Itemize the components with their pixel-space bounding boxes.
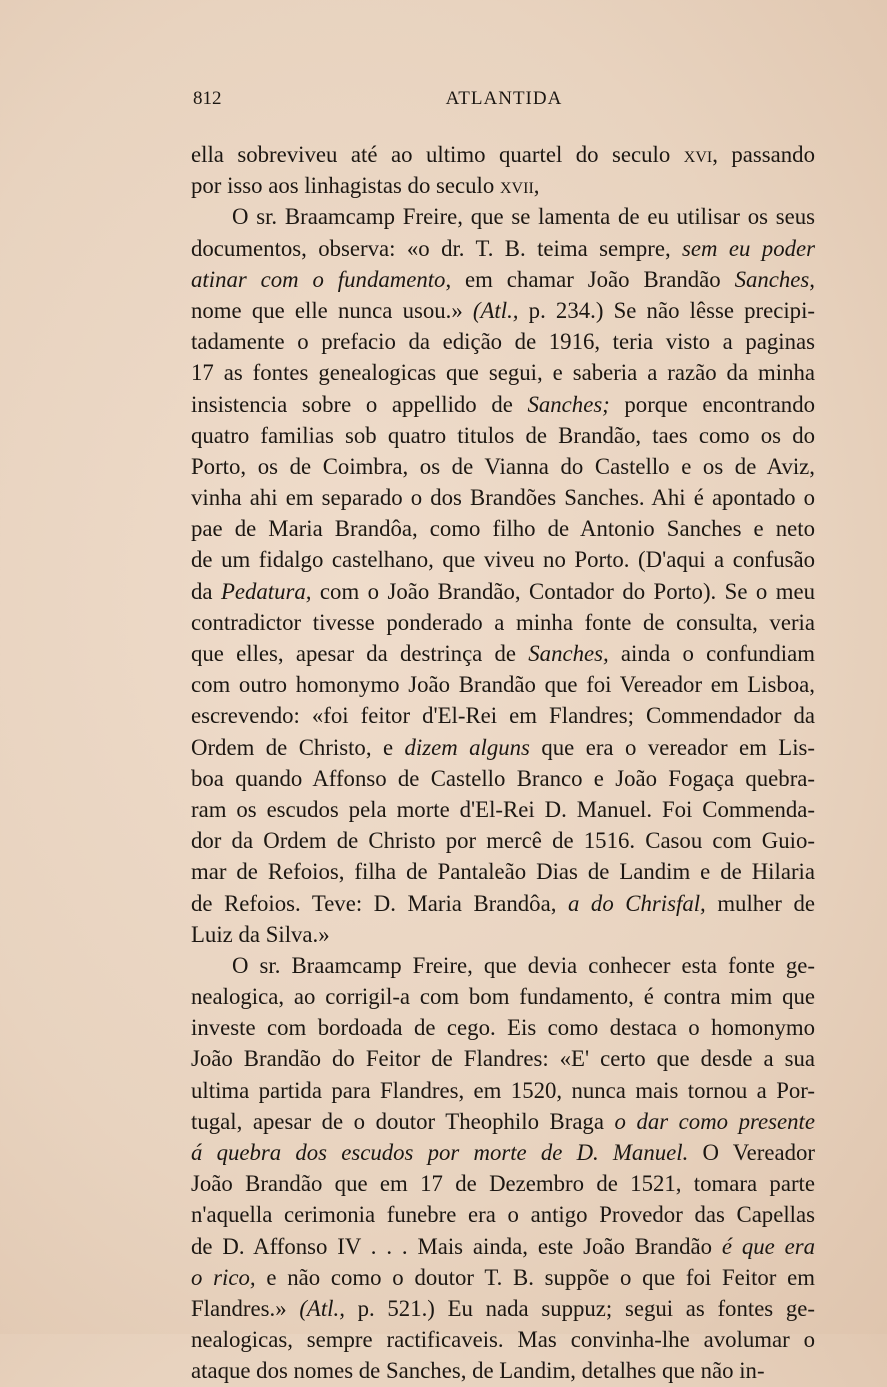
text-line xyxy=(191,669,815,700)
text-segment: e não como o doutor T. B. suppõe o que foi Feitor em xyxy=(255,1264,816,1290)
text-line xyxy=(191,201,815,232)
text-line xyxy=(191,1043,815,1074)
text-line xyxy=(191,981,815,1012)
text-segment: mulher de xyxy=(705,890,815,916)
text-segment: , em chamar João Brandão xyxy=(445,266,735,292)
text-segment: pae de Maria Brandôa, como filho de Antonio Sanches e neto xyxy=(191,516,815,542)
text-segment: por isso aos linhagistas do seculo xyxy=(191,173,500,199)
text-segment: ainda o confundiam xyxy=(608,641,815,666)
text-segment: á quebra dos escudos por morte de D. Manuel. xyxy=(191,1140,689,1165)
text-segment: documentos, observa: «o dr. T. B. teima sempre, xyxy=(191,235,683,261)
text-segment: dizem alguns xyxy=(404,734,530,760)
text-segment: que era o vereador em Lis- xyxy=(529,734,815,760)
text-line xyxy=(191,295,815,326)
text-segment: ultima partida para Flandres, em 1520, nunca mais tornou a Por- xyxy=(191,1077,815,1103)
text-segment: porque encontrando xyxy=(609,391,816,417)
text-segment: de D. Affonso IV . . . Mais ainda, este João Brandão xyxy=(191,1233,722,1259)
text-segment: 17 as fontes genealogicas que segui, e saberia a razão da minha xyxy=(191,360,815,386)
text-segment: Sanches, xyxy=(734,266,815,292)
text-line xyxy=(191,638,815,669)
text-segment: xvii xyxy=(500,173,534,199)
text-segment: o rico, xyxy=(191,1264,256,1290)
text-line xyxy=(191,919,815,950)
text-segment: é que era xyxy=(721,1233,815,1259)
text-segment: nealogica, ao corrigil-a com bom fundamento, é contra mim que xyxy=(191,984,815,1010)
text-segment: Luiz da Silva.» xyxy=(191,921,330,947)
text-segment: (Atl., xyxy=(299,1295,345,1321)
text-line xyxy=(191,607,815,638)
text-line xyxy=(191,420,815,451)
text-segment: boa quando Affonso de Castello Branco e João Fogaça quebra- xyxy=(191,765,815,791)
text-segment: , xyxy=(533,173,540,199)
text-line xyxy=(191,451,815,482)
text-segment: tadamente o prefacio da edição de 1916, teria visto a paginas xyxy=(191,329,815,355)
text-line xyxy=(191,1075,815,1106)
text-segment: p. 521.) Eu nada suppuz; segui as fontes ge- xyxy=(344,1295,815,1321)
text-line xyxy=(191,1012,815,1043)
text-line xyxy=(191,763,815,794)
text-line xyxy=(191,326,815,357)
text-segment: xvi xyxy=(683,142,713,167)
text-line xyxy=(191,888,815,919)
text-line xyxy=(191,170,815,201)
text-segment: sem eu poder xyxy=(682,235,815,261)
page-number: 812 xyxy=(193,88,222,109)
text-line xyxy=(191,950,815,981)
text-line xyxy=(191,357,815,388)
text-line xyxy=(191,1106,815,1137)
text-segment: Sanches, xyxy=(528,641,609,666)
text-segment: vinha ahi em separado o dos Brandões Sanches. Ahi é apontado o xyxy=(191,485,815,511)
text-line xyxy=(191,1293,815,1324)
text-segment: Sanches; xyxy=(527,391,610,417)
text-segment: contradictor tivesse ponderado a minha fonte de consulta, veria xyxy=(191,609,815,635)
text-segment: dor da Ordem de Christo por mercê de 1516. Casou com Guio- xyxy=(191,828,815,854)
text-line xyxy=(191,1137,815,1168)
text-segment: , passando xyxy=(712,142,815,167)
text-segment: com outro homonymo João Brandão que foi Vereador em Lisboa, xyxy=(191,672,815,698)
text-segment: n'aquella cerimonia funebre era o antigo Provedor das Capellas xyxy=(191,1202,815,1228)
text-segment: de Refoios. Teve: D. Maria Brandôa, xyxy=(191,890,568,916)
text-line xyxy=(191,513,815,544)
text-segment: da xyxy=(191,578,221,604)
text-segment: (Atl., xyxy=(472,297,519,323)
text-segment: de um fidalgo castelhano, que viveu no Porto. (D'aqui a confusão xyxy=(191,547,815,573)
text-segment: escrevendo: «foi feitor d'El-Rei em Flandres; Commendador da xyxy=(191,703,815,729)
text-line xyxy=(191,544,815,575)
text-segment: ataque dos nomes de Sanches, de Landim, detalhes que não in- xyxy=(191,1358,765,1384)
text-line xyxy=(191,1355,815,1386)
text-line xyxy=(191,1199,815,1230)
text-segment: p. 234.) Se não lêsse precipi- xyxy=(518,297,815,323)
text-line xyxy=(191,856,815,887)
text-line xyxy=(191,1231,815,1262)
text-segment: O sr. Braamcamp Freire, que devia conhecer esta fonte ge- xyxy=(232,952,815,978)
body-text xyxy=(191,139,815,1387)
text-segment: Flandres.» xyxy=(191,1295,300,1321)
text-line xyxy=(191,732,815,763)
text-segment: ella sobreviveu até ao ultimo quartel do seculo xyxy=(191,142,684,167)
text-line xyxy=(191,1262,815,1293)
text-segment: O sr. Braamcamp Freire, que se lamenta de eu utilisar os seus xyxy=(232,204,815,230)
text-line xyxy=(191,389,815,420)
running-title: ATLANTIDA xyxy=(445,88,563,109)
text-segment: Pedatura, xyxy=(220,578,312,604)
text-segment: João Brandão que em 17 de Dezembro de 1521, tomara parte xyxy=(191,1171,815,1197)
text-segment: tugal, apesar de o doutor Theophilo Braga xyxy=(191,1108,615,1134)
text-segment: João Brandão do Feitor de Flandres: «E' certo que desde a sua xyxy=(191,1046,815,1072)
text-segment: nome que elle nunca usou.» xyxy=(191,297,473,323)
page-header xyxy=(193,88,815,118)
text-segment: O Vereador xyxy=(688,1140,815,1165)
text-segment: com o João Brandão, Contador do Porto). Se o meu xyxy=(311,578,815,604)
text-segment: ram os escudos pela morte d'El-Rei D. Manuel. Foi Commenda- xyxy=(191,796,815,822)
text-segment: atinar com o fundamento xyxy=(191,266,446,292)
text-line xyxy=(191,700,815,731)
text-segment: insistencia sobre o appellido de xyxy=(191,391,528,417)
text-segment: mar de Refoios, filha de Pantaleão Dias de Landim e de Hilaria xyxy=(191,859,815,885)
text-line xyxy=(191,1324,815,1355)
text-line xyxy=(191,576,815,607)
text-segment: o dar como presente xyxy=(614,1108,815,1134)
text-line xyxy=(191,264,815,295)
text-line xyxy=(191,1168,815,1199)
text-segment: Porto, os de Coimbra, os de Vianna do Castello e os de Aviz, xyxy=(191,453,815,479)
text-line xyxy=(191,233,815,264)
text-segment: nealogicas, sempre ractificaveis. Mas convinha-lhe avolumar o xyxy=(191,1327,815,1353)
text-segment: investe com bordoada de cego. Eis como destaca o homonymo xyxy=(191,1015,815,1041)
text-segment: a do Chrisfal, xyxy=(567,890,706,916)
text-segment: quatro familias sob quatro titulos de Brandão, taes como os do xyxy=(191,422,815,448)
text-line xyxy=(191,139,815,170)
text-line xyxy=(191,825,815,856)
text-segment: que elles, apesar da destrinça de xyxy=(191,641,529,666)
text-segment: Ordem de Christo, e xyxy=(191,734,405,760)
text-line xyxy=(191,482,815,513)
text-line xyxy=(191,794,815,825)
